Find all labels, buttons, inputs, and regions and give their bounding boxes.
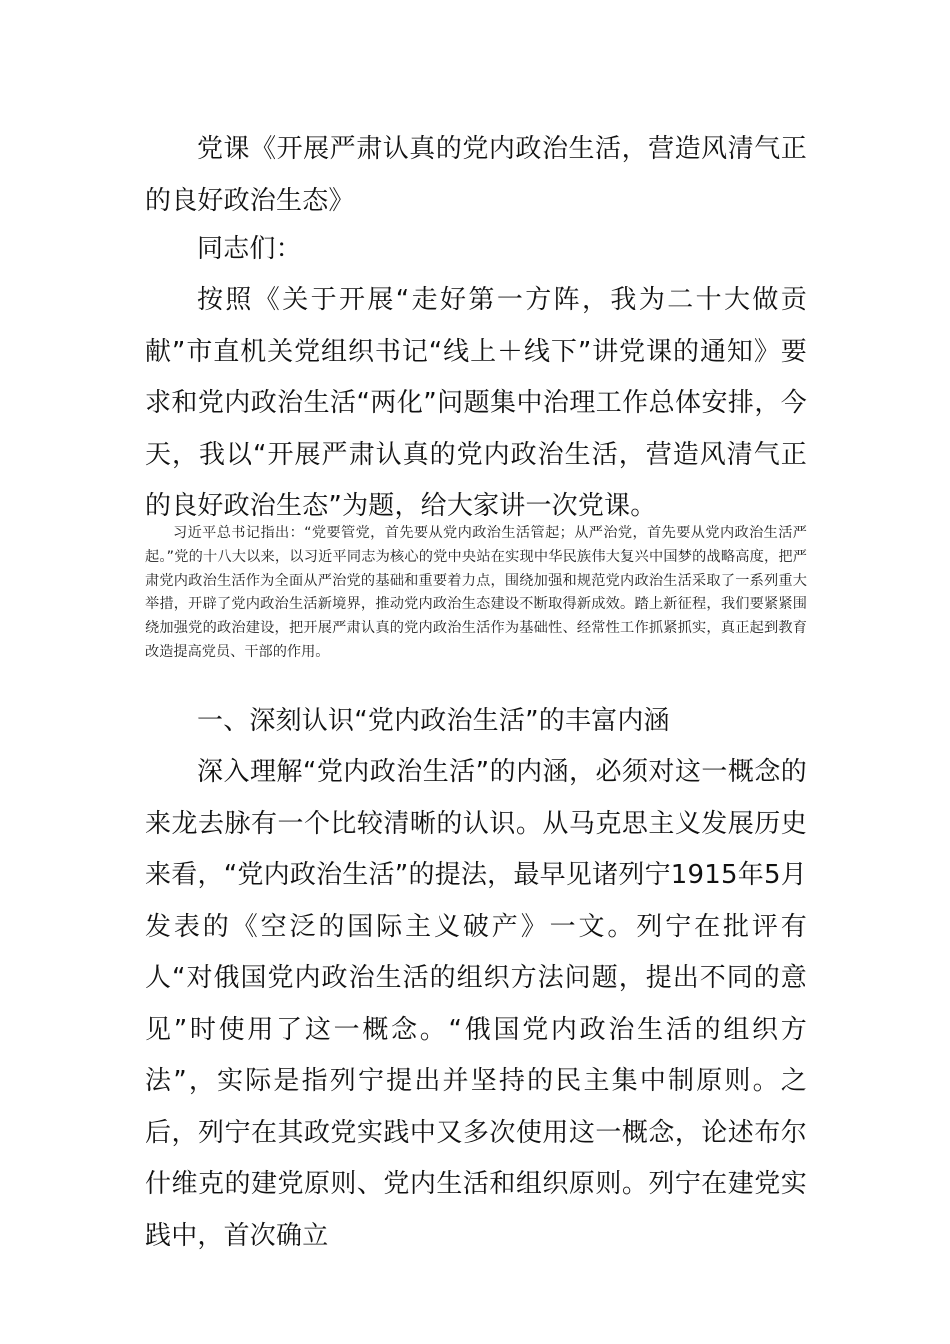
quote-paragraph: 习近平总书记指出：“党要管党，首先要从党内政治生活管起；从严治党，首先要从党内政治生活严起。”党的十八大以来，以习近平同志为核心的党中央站在实现中华民族伟大复兴中国梦的战略高度，把严肃党内政治生活作为全面从严治党的基础和重要着力点，围绕加强和规范党内政治生活采取了一系列重大举措，开辟了党内政治生活新境界，推动党内政治生态建设不断取得新成效。踏上新征程，我们要紧紧围绕加强党的政治建设，把开展严肃认真的党内政治生活作为基础性、经常性工作抓紧抓实，真正起到教育改造提高党员、干部的作用。 (145, 525, 807, 660)
section-heading: 一、深刻认识“党内政治生活”的丰富内涵 (197, 706, 670, 736)
document-title: 党课《开展严肃认真的党内政治生活，营造风清气正的良好政治生态》 (145, 134, 807, 216)
body-paragraph: 深入理解“党内政治生活”的内涵，必须对这一概念的来龙去脉有一个比较清晰的认识。从马克思主义发展历史来看，“党内政治生活”的提法，最早见诸列宁1915年5月发表的《空泛的国际主义破产》一文。列宁在批评有人“对俄国党内政治生活的组织方法问题，提出不同的意见”时使用了这一概念。“俄国党内政治生活的组织方法”，实际是指列宁提出并坚持的民主集中制原则。之后，列宁在其政党实践中又多次使用这一概念，论述布尔什维克的建党原则、党内生活和组织原则。列宁在建党实践中，首次确立 (145, 757, 807, 1251)
intro-paragraph: 按照《关于开展“走好第一方阵，我为二十大做贡献”市直机关党组织书记“线上＋线下”讲党课的通知》要求和党内政治生活“两化”问题集中治理工作总体安排，今天，我以“开展严肃认真的党内政治生活，营造风清气正的良好政治生态”为题，给大家讲一次党课。 (145, 285, 807, 521)
greeting: 同志们： (197, 234, 302, 264)
